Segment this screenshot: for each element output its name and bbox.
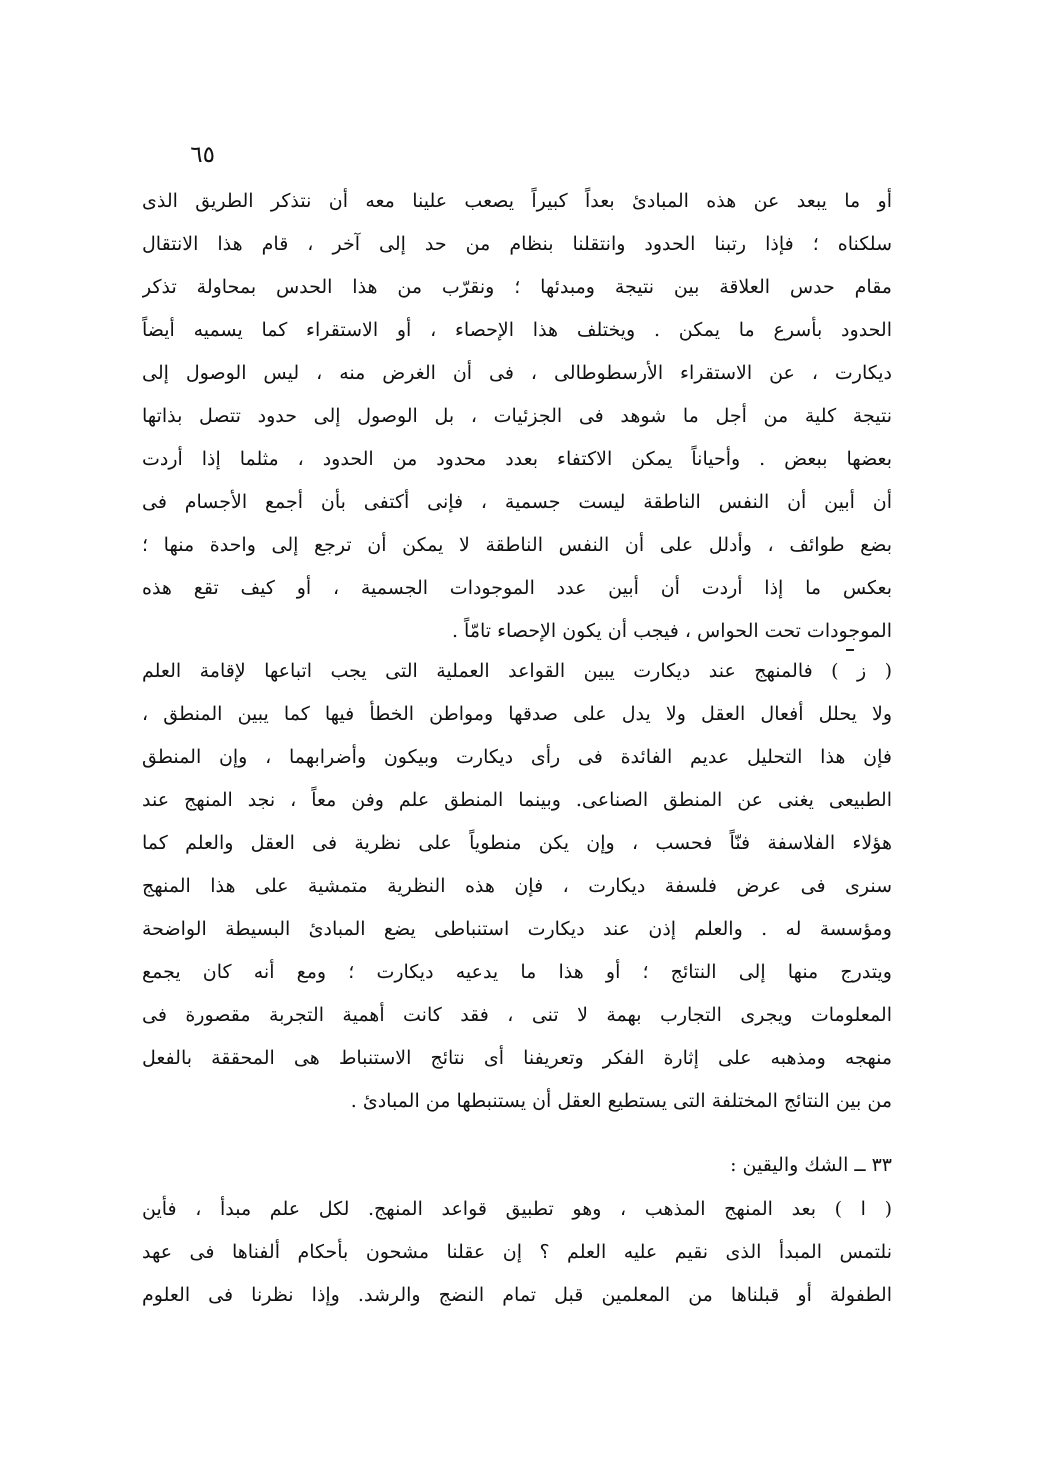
text-line: أو ما يبعد عن هذه المبادئ بعداً كبيراً يصعب علينا معه أن نتذكر الطريق الذى <box>142 190 892 212</box>
page-number: ٦٥ <box>190 142 215 168</box>
text-line: ومؤسسة له . والعلم إذن عند ديكارت استنباطى يضع المبادئ البسيطة الواضحة <box>142 918 892 940</box>
text-line: ولا يحلل أفعال العقل ولا يدل على صدقها ومواطن الخطأ فيها كما يبين المنطق ، <box>142 703 892 725</box>
text-line: ديكارت ، عن الاستقراء الأرسطوطالى ، فى أن الغرض منه ، ليس الوصول إلى <box>142 362 892 384</box>
text-line: نتيجة كلية من أجل ما شوهد فى الجزئيات ، بل الوصول إلى حدود تتصل بذاتها <box>142 405 892 427</box>
text-line: بضع طوائف ، وأدلل على أن النفس الناطقة لا يمكن أن ترجع إلى واحدة منها ؛ <box>142 534 892 556</box>
text-line: نلتمس المبدأ الذى نقيم عليه العلم ؟ إن عقلنا مشحون بأحكام ألفناها فى عهد <box>142 1241 892 1263</box>
text-line: الطفولة أو قبلناها من المعلمين قبل تمام النضج والرشد. وإذا نظرنا فى العلوم <box>142 1284 892 1306</box>
text-line: سلكناه ؛ فإذا رتبنا الحدود وانتقلنا بنظام من حد إلى آخر ، قام هذا الانتقال <box>142 233 892 255</box>
text-line: أن أبين أن النفس الناطقة ليست جسمية ، فإنى أكتفى بأن أجمع الأجسام فى <box>142 491 892 513</box>
text-line: المعلومات ويجرى التجارب بهمة لا تنى ، فقد كانت أهمية التجربة مقصورة فى <box>142 1004 892 1026</box>
section-heading: ٣٣ ــ الشك واليقين : <box>730 1154 892 1176</box>
text-line: سنرى فى عرض فلسفة ديكارت ، فإن هذه النظرية متمشية على هذا المنهج <box>142 875 892 897</box>
text-line: ويتدرج منها إلى النتائج ؛ أو هذا ما يدعيه ديكارت ؛ ومع أنه كان يجمع <box>142 961 892 983</box>
text-line: من بين النتائج المختلفة التى يستطيع العقل أن يستنبطها من المبادئ . <box>350 1090 892 1112</box>
text-line: بعضها ببعض . وأحياناً يمكن الاكتفاء بعدد محدود من الحدود ، مثلما إذا أردت <box>142 448 892 470</box>
text-line: ( ا ) بعد المنهج المذهب ، وهو تطبيق قواعد المنهج. لكل علم مبدأ ، فأين <box>142 1198 892 1220</box>
paragraph-doubt <box>142 1188 892 1317</box>
text-line: الموجودات تحت الحواس ، فيجب أن يكون الإحصاء تامّاً . <box>451 620 892 642</box>
paragraph-method <box>142 650 892 1123</box>
text-line: بعكس ما إذا أردت أن أبين عدد الموجودات الجسمية ، أو كيف تقع هذه <box>142 577 892 599</box>
text-line: هؤلاء الفلاسفة فنّاً فحسب ، وإن يكن منطوياً على نظرية فى العقل والعلم كما <box>142 832 892 854</box>
paragraph-enumeration <box>142 180 892 653</box>
text-line: ( ز ) فالمنهج عند ديكارت يبين القواعد العملية التى يجب اتباعها لإقامة العلم <box>142 660 892 682</box>
text-line: الحدود بأسرع ما يمكن . ويختلف هذا الإحصاء ، أو الاستقراء كما يسميه أيضاً <box>142 319 892 341</box>
text-line: فإن هذا التحليل عديم الفائدة فى رأى ديكارت وبيكون وأضرابهما ، وإن المنطق <box>142 746 892 768</box>
text-line: الطبيعى يغنى عن المنطق الصناعى. وبينما المنطق علم وفن معاً ، نجد المنهج عند <box>142 789 892 811</box>
text-line: منهجه ومذهبه على إثارة الفكر وتعريفنا أى نتائج الاستنباط هى المحققة بالفعل <box>142 1047 892 1069</box>
text-line: مقام حدس العلاقة بين نتيجة ومبدئها ؛ ونقرّب من هذا الحدس بمحاولة تذكر <box>142 276 892 298</box>
